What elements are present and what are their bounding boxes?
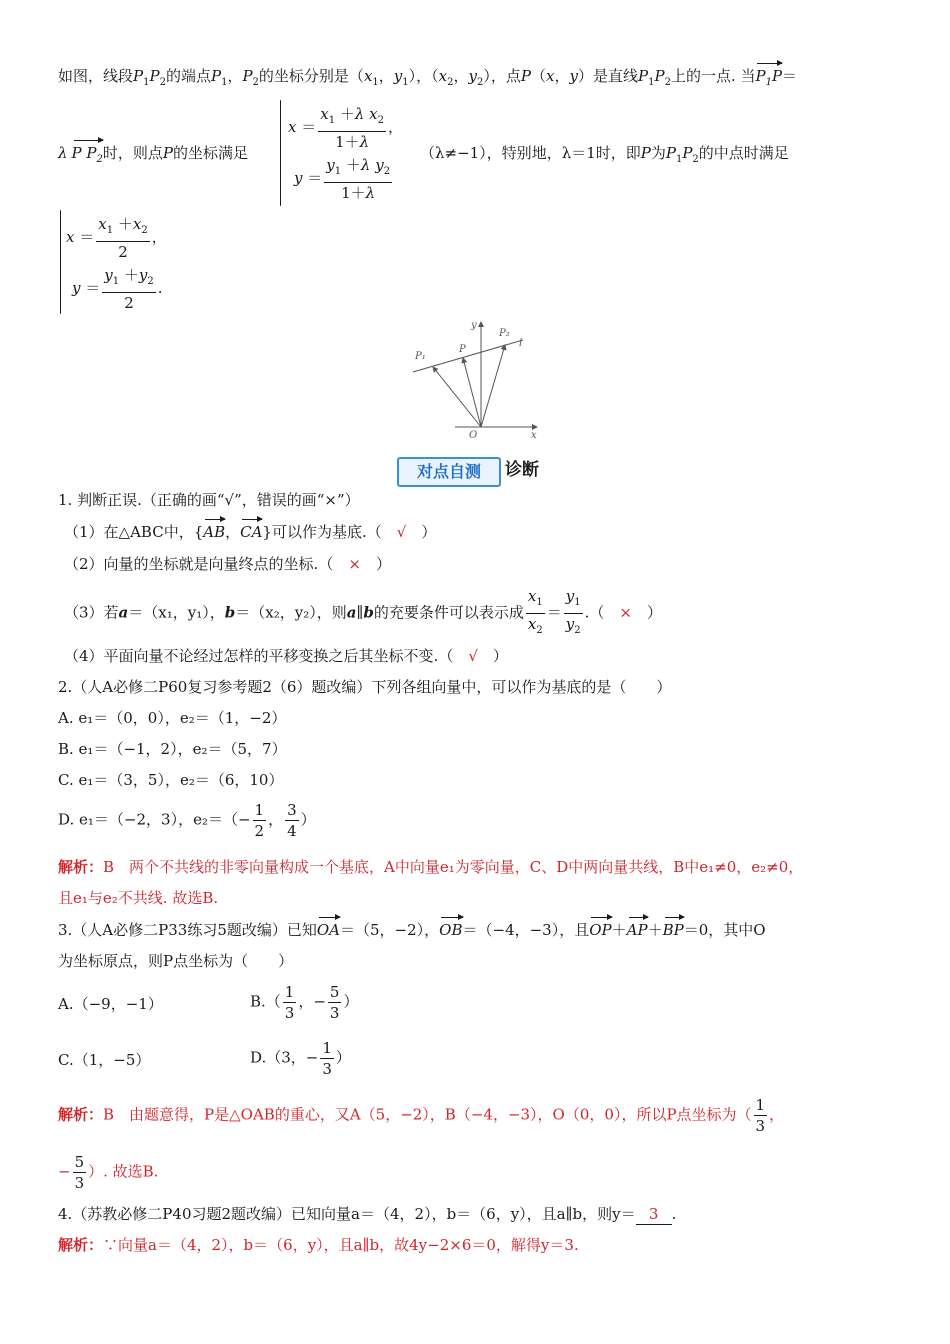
q4-analysis: 解析：∵向量a＝（4，2），b＝（6，y），且a∥b，故4y−2×6＝0，解得y＝3. <box>58 1236 579 1254</box>
label-p1: P₁ <box>415 351 426 362</box>
q2-option-d: D. e₁＝（−2，3），e₂＝（− $\frac{1}{2}$ ， $\frac{3}{4}$ ） <box>58 801 316 840</box>
system-brace-2 <box>60 210 61 314</box>
system-brace-1 <box>280 100 281 206</box>
q2-analysis-1: 解析：B 两个不共线的非零向量构成一个基底，A中向量e₁为零向量，C、D中两向量共线，B中e₁≠0，e₂≠0， <box>58 858 804 876</box>
vector-op1 <box>433 367 481 427</box>
vector-op2 <box>481 345 505 427</box>
q1-stem: 1. 判断正误.（正确的画“√”，错误的画“×”） <box>58 491 360 509</box>
line-l <box>413 340 523 372</box>
section-badge <box>397 455 552 485</box>
q2-option-a: A. e₁＝（0，0），e₂＝（1，−2） <box>58 709 287 727</box>
q3-option-b: B.（ $\frac{1}{3}$ ，− $\frac{5}{3}$ ） <box>250 983 359 1022</box>
q2-option-b: B. e₁＝（−1，2），e₂＝（5，7） <box>58 740 287 758</box>
q2-analysis-2: 且e₁与e₂不共线. 故选B. <box>58 889 219 907</box>
q3-option-c: C.（1，−5） <box>58 1051 151 1069</box>
intro-line-1: 如图，线段$P_1P_2$的端点$P_1$，$P_2$的坐标分别是（$x_1$，$y_1$），（$x_2$，$y_2$），点P（x，y）是直线$P_1P_2$上的一点. 当$P_1P=$ <box>58 66 797 93</box>
intro-line-2-tail: （λ≠−1），特别地，λ＝1时，即P为$P_1P_2$的中点时满足 <box>420 144 789 165</box>
q1-item-1: （1）在△ABC中，{AB，CA}可以作为基底.（ √ ） <box>64 523 437 541</box>
q1-item-3: （3）若a＝（x₁，y₁），b＝（x₂，y₂），则a∥b的充要条件可以表示成 $\frac{x_1}{x_2}$ ＝ $\frac{y_1}{y_2}$ .（ × ） <box>64 587 663 636</box>
q1-item-4: （4）平面向量不论经过怎样的平移变换之后其坐标不变.（ √ ） <box>64 647 508 665</box>
q3-stem-1: 3.（人A必修二P33练习5题改编）已知OA＝（5，−2），OB＝（−4，−3），且OP＋AP＋BP＝0，其中O <box>58 921 766 939</box>
label-p: P <box>459 344 466 355</box>
vector-op <box>463 358 481 427</box>
q3-stem-2: 为坐标原点，则P点坐标为（ ） <box>58 952 294 970</box>
label-y: y <box>471 320 477 331</box>
badge-box: 对点自测 <box>397 457 501 487</box>
formula-y-mid: y ＝ $\frac{y_1 +y_2}{2}$ . <box>72 266 163 312</box>
q3-option-a: A.（−9，−1） <box>58 995 163 1013</box>
q1-item-2: （2）向量的坐标就是向量终点的坐标.（ × ） <box>64 555 391 573</box>
q3-option-d: D.（3，− $\frac{1}{3}$ ） <box>250 1039 351 1078</box>
formula-y-general: y ＝ $\frac{y_1 +\lambda y_2}{1+\lambda}$ <box>294 156 391 202</box>
q2-option-c: C. e₁＝（3，5），e₂＝（6，10） <box>58 771 284 789</box>
q3-analysis-1: 解析：B 由题意得，P是△OAB的重心，又A（5，−2），B（−4，−3），O（0，0），所以P点坐标为（ $\frac{1}{3}$ ， <box>58 1096 785 1135</box>
formula-x-general: x ＝ $\frac{x_1 +\lambda x_2}{1+\lambda}$ ， <box>288 105 404 151</box>
intro-line-2: λ P $P_2$时，则点P的坐标满足 <box>58 143 248 170</box>
label-x: x <box>531 430 537 441</box>
q3-analysis-2: − $\frac{5}{3}$ ）. 故选B. <box>58 1153 159 1192</box>
label-o: O <box>469 430 478 441</box>
label-l: l <box>519 338 523 349</box>
q4-stem: 4.（苏教必修二P40习题2题改编）已知向量a＝（4，2），b＝（6，y），且a∥b，则y＝ 3 . <box>58 1205 677 1223</box>
q4-answer-blank: 3 <box>636 1204 672 1225</box>
label-p2: P₂ <box>499 328 510 339</box>
formula-x-mid: x ＝ $\frac{x_1 +x_2}{2}$ ， <box>66 215 167 261</box>
segment-diagram <box>395 312 555 444</box>
badge-text: 诊断 <box>505 460 539 480</box>
q2-stem: 2.（人A必修二P60复习参考题2（6）题改编）下列各组向量中，可以作为基底的是（ ） <box>58 678 672 696</box>
